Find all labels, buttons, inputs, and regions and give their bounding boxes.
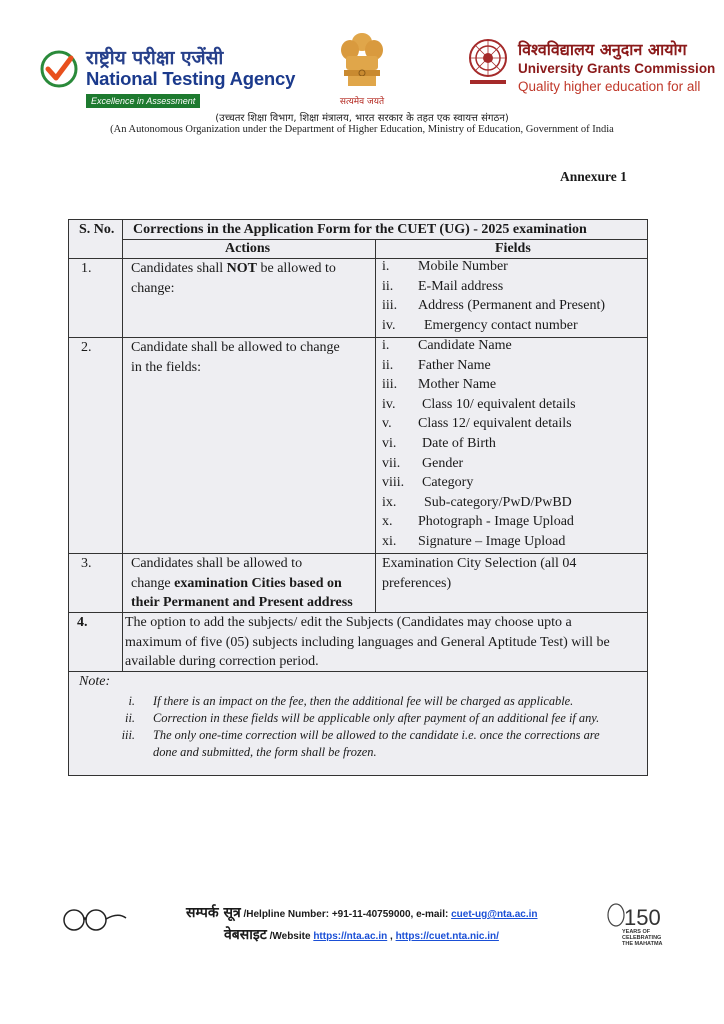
row-3-field-line2: preferences) bbox=[382, 575, 452, 591]
note-item: iii. The only one-time correction will be allowed to the candidate i.e. once the corrections are bbox=[121, 728, 600, 742]
row-3-action-line1: Candidates shall be allowed to bbox=[131, 556, 303, 571]
nta-logo bbox=[40, 44, 310, 110]
field-item: iii. Address (Permanent and Present) bbox=[382, 298, 606, 314]
row-4-line2: maximum of five (05) subjects including languages and General Aptitude Test) will be bbox=[125, 634, 610, 650]
table-divider bbox=[375, 239, 376, 612]
field-item: xi. Signature – Image Upload bbox=[382, 534, 566, 549]
ugc-seal-icon bbox=[466, 38, 510, 90]
nta-hindi-name: राष्ट्रीय परीक्षा एजेंसी bbox=[86, 47, 224, 69]
subtitle-hindi: (उच्चतर शिक्षा विभाग, शिक्षा मंत्रालय, भारत सरकार के तहत एक स्वायत्त संगठन) bbox=[215, 113, 509, 124]
sno-header: S. No. bbox=[79, 222, 115, 237]
spectacles-icon bbox=[60, 906, 130, 936]
helpline-line bbox=[186, 903, 538, 922]
row-3-field-line1: Examination City Selection (all 04 bbox=[382, 556, 577, 571]
actions-header: Actions bbox=[225, 241, 271, 256]
helpline-text: /Helpline Number: +91-11-40759000, e-mail: bbox=[240, 909, 452, 920]
field-item: vii. Gender bbox=[382, 455, 464, 471]
row-1-action-line1: Candidates shall NOT be allowed to bbox=[131, 261, 336, 276]
gandhi-150-icon bbox=[604, 901, 676, 931]
nta-check-icon bbox=[40, 50, 78, 88]
row-2-action-line1: Candidate shall be allowed to change bbox=[131, 340, 340, 355]
website-link-2[interactable]: https://cuet.nta.nic.in/ bbox=[395, 931, 499, 942]
field-item: ix. Sub-category/PwD/PwBD bbox=[382, 494, 572, 510]
corrections-table bbox=[68, 219, 648, 776]
field-item: v. Class 12/ equivalent details bbox=[382, 416, 572, 432]
row-1-action-line2: change: bbox=[131, 281, 175, 296]
field-item: vi. Date of Birth bbox=[382, 436, 496, 451]
gandhi-150-logo: 150 YEARS OF CELEBRATING THE MAHATMA bbox=[604, 901, 676, 951]
field-item: ii. Father Name bbox=[382, 357, 491, 373]
table-divider bbox=[122, 612, 123, 671]
row-2-action-line2: in the fields: bbox=[131, 359, 201, 375]
row-4-sno: 4. bbox=[77, 615, 88, 630]
ugc-logo bbox=[466, 38, 716, 98]
note-item: ii. Correction in these fields will be applicable only after payment of an additional fee if any. bbox=[125, 711, 600, 725]
field-item: i. Mobile Number bbox=[382, 259, 508, 274]
national-emblem bbox=[334, 28, 390, 108]
emblem-motto: सत्यमेव जयते bbox=[339, 97, 385, 107]
field-item: viii. Category bbox=[382, 475, 474, 491]
subtitle-english: (An Autonomous Organization under the Department of Higher Education, Ministry of Education, Government of India bbox=[110, 124, 614, 135]
row-3-sno: 3. bbox=[81, 556, 92, 571]
website-link-1[interactable]: https://nta.ac.in bbox=[313, 931, 388, 942]
website-label: /Website bbox=[266, 931, 314, 942]
field-item: iv. Class 10/ equivalent details bbox=[382, 396, 576, 412]
fields-header: Fields bbox=[495, 241, 531, 256]
website-line: वेबसाइट /Website https://nta.ac.in , https://cuet.nta.nic.in/ bbox=[224, 927, 499, 943]
ugc-hindi-name: विश्वविद्यालय अनुदान आयोग bbox=[518, 40, 687, 59]
row-4-line1: The option to add the subjects/ edit the Subjects (Candidates may choose upto a bbox=[125, 615, 572, 630]
field-item: x. Photograph - Image Upload bbox=[382, 514, 574, 530]
note-item: i. If there is an impact on the fee, then the additional fee will be charged as applicable. bbox=[128, 694, 574, 708]
ugc-english-name: University Grants Commission bbox=[518, 61, 716, 76]
swachh-bharat-logo bbox=[60, 906, 130, 936]
ugc-tagline: Quality higher education for all bbox=[518, 79, 701, 94]
row-3-action-line3: their Permanent and Present address bbox=[131, 595, 353, 611]
field-item: i. Candidate Name bbox=[382, 338, 512, 353]
row-4-line3: available during correction period. bbox=[125, 654, 319, 670]
svg-text:150: 150 bbox=[624, 905, 661, 930]
table-title: Corrections in the Application Form for the CUET (UG) - 2025 examination bbox=[133, 222, 587, 237]
note-item-continued: done and submitted, the form shall be frozen. bbox=[153, 745, 377, 759]
website-hindi: वेबसाइट bbox=[224, 927, 267, 943]
row-2-sno: 2. bbox=[81, 340, 92, 355]
nta-english-name: National Testing Agency bbox=[86, 68, 296, 89]
contact-hindi: सम्पर्क सूत्र bbox=[186, 905, 241, 921]
note-label: Note: bbox=[79, 674, 111, 689]
field-item: iii. Mother Name bbox=[382, 377, 497, 393]
email-link[interactable]: cuet-ug@nta.ac.in bbox=[451, 909, 538, 920]
row-3-action-line2: change examination Cities based on bbox=[131, 575, 342, 591]
row-1-sno: 1. bbox=[81, 261, 92, 276]
nta-tagline: Excellence in Assessment bbox=[86, 94, 200, 108]
lion-capital-icon bbox=[334, 28, 390, 94]
field-item: ii. E-Mail address bbox=[382, 278, 504, 294]
annexure-label: Annexure 1 bbox=[560, 169, 627, 184]
field-item: iv. Emergency contact number bbox=[382, 317, 578, 333]
